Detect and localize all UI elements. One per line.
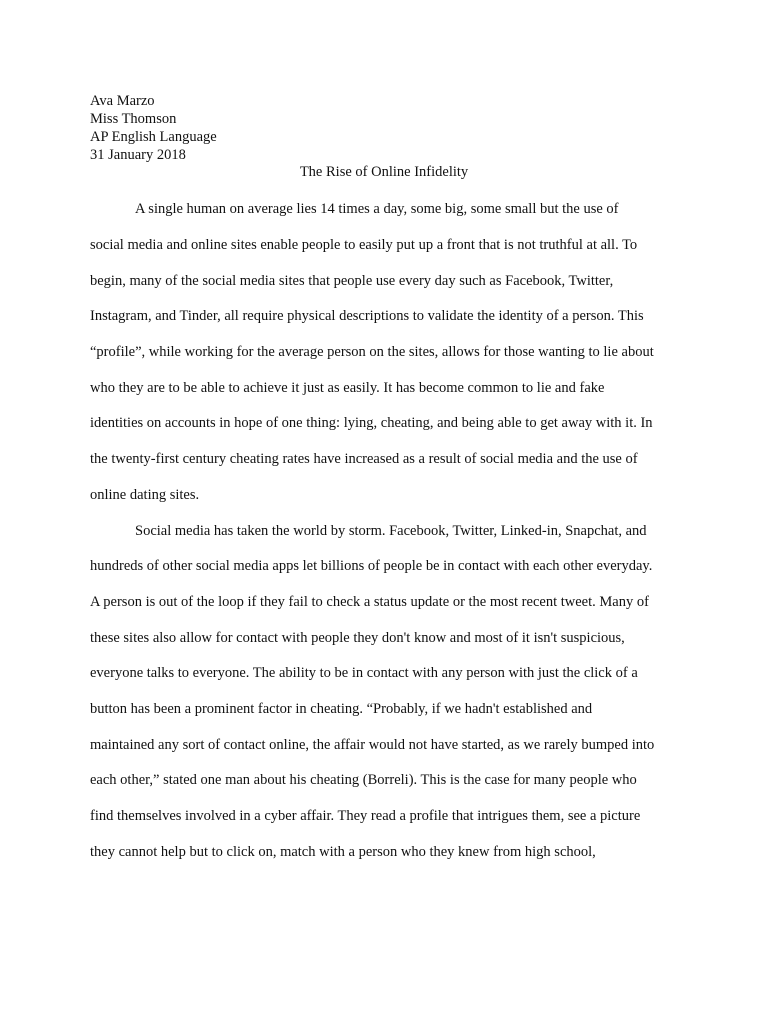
instructor-name: Miss Thomson xyxy=(90,111,177,127)
paragraph-2-line-2: hundreds of other social media apps let billions of people be in contact with each other everyday. xyxy=(90,558,653,574)
paragraph-2-line-9: find themselves involved in a cyber affair. They read a profile that intrigues them, see a picture xyxy=(90,808,641,824)
author-name: Ava Marzo xyxy=(90,93,155,109)
essay-date: 31 January 2018 xyxy=(90,147,186,163)
paragraph-2-line-6: button has been a prominent factor in cheating. “Probably, if we hadn't established and xyxy=(90,701,593,717)
paragraph-2-line-7: maintained any sort of contact online, the affair would not have started, as we rarely bumped into xyxy=(90,737,655,753)
essay-heading xyxy=(90,92,690,164)
paragraph-2-line-1: Social media has taken the world by storm. Facebook, Twitter, Linked-in, Snapchat, and xyxy=(135,523,647,539)
essay-title: The Rise of Online Infidelity xyxy=(299,164,469,180)
paragraph-1-line-7: identities on accounts in hope of one thing: lying, cheating, and being able to get away with it. In xyxy=(90,415,653,431)
paragraph-1-line-9: online dating sites. xyxy=(90,487,200,503)
course-name: AP English Language xyxy=(90,129,217,145)
paragraph-1-line-2: social media and online sites enable people to easily put up a front that is not truthful at all. To xyxy=(90,237,638,253)
paragraph-2-line-8: each other,” stated one man about his cheating (Borreli). This is the case for many people who xyxy=(90,772,637,788)
paragraph-1-line-1: A single human on average lies 14 times a day, some big, some small but the use of xyxy=(135,201,619,217)
paragraph-2-line-3: A person is out of the loop if they fail to check a status update or the most recent tweet. Many of xyxy=(90,594,649,610)
paragraph-2-line-10: they cannot help but to click on, match with a person who they knew from high school, xyxy=(90,844,596,860)
paragraph-2-line-4: these sites also allow for contact with people they don't know and most of it isn't suspicious, xyxy=(90,630,625,646)
paragraph-1-line-5: “profile”, while working for the average person on the sites, allows for those wanting to lie about xyxy=(90,344,654,360)
paragraph-1-line-3: begin, many of the social media sites that people use every day such as Facebook, Twitter, xyxy=(90,273,614,289)
paragraph-1-line-8: the twenty-first century cheating rates have increased as a result of social media and the use of xyxy=(90,451,638,467)
paragraph-1-line-4: Instagram, and Tinder, all require physical descriptions to validate the identity of a person. This xyxy=(90,308,644,324)
paragraph-2-line-5: everyone talks to everyone. The ability to be in contact with any person with just the click of a xyxy=(90,665,638,681)
paragraph-1-line-6: who they are to be able to achieve it just as easily. It has become common to lie and fake xyxy=(90,380,605,396)
